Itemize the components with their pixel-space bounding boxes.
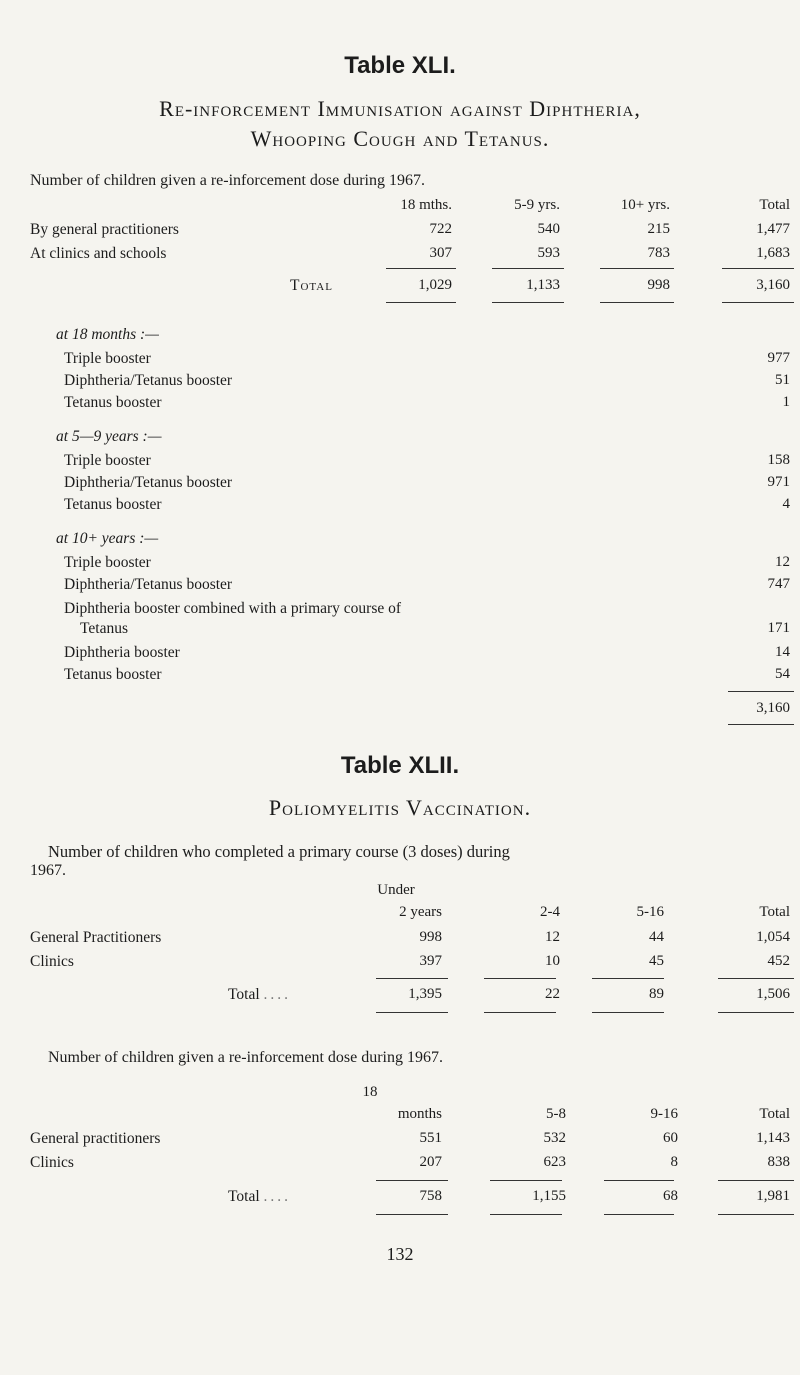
total-rule bbox=[600, 268, 674, 269]
group-heading: at 5—9 years :— bbox=[56, 428, 162, 445]
total-rule bbox=[718, 978, 794, 979]
table-cell: 1,054 bbox=[756, 929, 790, 945]
total-cell: 3,160 bbox=[756, 277, 790, 293]
reinforcement-intro: Number of children given a re-inforcement dose during 1967. bbox=[48, 1049, 443, 1066]
list-item-label: Diphtheria booster bbox=[64, 644, 180, 661]
col-header: 5-16 bbox=[636, 904, 664, 920]
table-cell: 397 bbox=[419, 953, 442, 969]
total-cell: 998 bbox=[647, 277, 670, 293]
list-item-value: 14 bbox=[775, 644, 790, 660]
total-rule bbox=[376, 978, 448, 979]
total-rule bbox=[728, 724, 794, 725]
list-item-label: Diphtheria/Tetanus booster bbox=[64, 474, 233, 491]
table-cell: 722 bbox=[429, 221, 452, 237]
list-item-value: 54 bbox=[775, 666, 790, 682]
list-item-value: 977 bbox=[767, 350, 790, 366]
table-cell: 1,683 bbox=[756, 245, 790, 261]
col-header: Total bbox=[759, 197, 790, 213]
total-rule bbox=[722, 302, 794, 303]
total-rule bbox=[604, 1214, 674, 1215]
list-item-label: Tetanus booster bbox=[64, 496, 162, 513]
table-cell: 1,477 bbox=[756, 221, 790, 237]
grand-total: 3,160 bbox=[756, 700, 790, 716]
total-rule bbox=[484, 1012, 556, 1013]
list-item-label: Triple booster bbox=[64, 350, 151, 367]
list-item-value: 4 bbox=[782, 496, 790, 512]
primary-intro-line2: 1967. bbox=[30, 862, 66, 879]
table-cell: 12 bbox=[545, 929, 560, 945]
table-42-title: Table XLII. bbox=[340, 752, 460, 779]
table-cell: 593 bbox=[537, 245, 560, 261]
group-heading: at 10+ years :— bbox=[56, 530, 159, 547]
table-row-label: Clinics bbox=[30, 953, 74, 970]
total-label: Total .... bbox=[228, 986, 292, 1003]
page-number: 132 bbox=[386, 1244, 414, 1264]
table-cell: 44 bbox=[649, 929, 664, 945]
list-item-value: 1 bbox=[782, 394, 790, 410]
col-header: Total bbox=[759, 1106, 790, 1122]
table-cell: 540 bbox=[537, 221, 560, 237]
total-rule bbox=[490, 1180, 562, 1181]
table-cell: 623 bbox=[543, 1154, 566, 1170]
list-item-label: Diphtheria/Tetanus booster bbox=[64, 576, 233, 593]
total-cell: 758 bbox=[419, 1188, 442, 1204]
list-item-value: 158 bbox=[767, 452, 790, 468]
total-rule bbox=[386, 302, 456, 303]
list-item-label: Tetanus booster bbox=[64, 666, 162, 683]
table-cell: 307 bbox=[429, 245, 452, 261]
col-header: 9-16 bbox=[650, 1106, 678, 1122]
total-rule bbox=[376, 1214, 448, 1215]
total-rule bbox=[718, 1214, 794, 1215]
table-cell: 783 bbox=[647, 245, 670, 261]
col-header: 5-9 yrs. bbox=[514, 197, 560, 213]
total-rule bbox=[600, 302, 674, 303]
total-cell: 22 bbox=[545, 986, 560, 1002]
table-41-heading-line1: Re-inforcement Immunisation against Diphtheria, bbox=[159, 96, 641, 121]
total-rule bbox=[376, 1012, 448, 1013]
list-item-label: Diphtheria booster combined with a primary course of bbox=[64, 600, 402, 617]
list-item-label: Triple booster bbox=[64, 554, 151, 571]
list-item-value: 12 bbox=[775, 554, 790, 570]
total-cell: 68 bbox=[663, 1188, 678, 1204]
total-rule bbox=[492, 268, 564, 269]
total-cell: 1,981 bbox=[756, 1188, 790, 1204]
total-rule bbox=[604, 1180, 674, 1181]
total-cell: 1,029 bbox=[418, 277, 452, 293]
total-rule bbox=[376, 1180, 448, 1181]
table-row-label: By general practitioners bbox=[30, 221, 179, 238]
total-rule bbox=[728, 691, 794, 692]
table-cell: 838 bbox=[767, 1154, 790, 1170]
table-41-intro: Number of children given a re-inforcement dose during 1967. bbox=[30, 172, 425, 189]
total-label: Total bbox=[290, 277, 333, 294]
table-cell: 10 bbox=[545, 953, 560, 969]
table-row-label: General practitioners bbox=[30, 1130, 161, 1147]
list-item-label: Diphtheria/Tetanus booster bbox=[64, 372, 233, 389]
table-cell: 45 bbox=[649, 953, 664, 969]
total-cell: 1,155 bbox=[532, 1188, 566, 1204]
list-item-label: Tetanus bbox=[80, 620, 128, 637]
list-item-label: Tetanus booster bbox=[64, 394, 162, 411]
table-41-title: Table XLI. bbox=[344, 52, 456, 79]
group-heading: at 18 months :— bbox=[56, 326, 159, 343]
total-rule bbox=[718, 1180, 794, 1181]
total-cell: 1,133 bbox=[526, 277, 560, 293]
total-rule bbox=[592, 1012, 664, 1013]
table-row-label: At clinics and schools bbox=[30, 245, 167, 262]
total-rule bbox=[386, 268, 456, 269]
table-cell: 215 bbox=[647, 221, 670, 237]
list-item-label: Triple booster bbox=[64, 452, 151, 469]
col-header: Total bbox=[759, 904, 790, 920]
col-header: 18 bbox=[362, 1084, 378, 1100]
col-header: 2 years bbox=[399, 904, 442, 920]
total-label: Total .... bbox=[228, 1188, 292, 1205]
list-item-value: 747 bbox=[767, 576, 790, 592]
col-header: Under bbox=[377, 882, 415, 898]
table-cell: 551 bbox=[419, 1130, 442, 1146]
table-cell: 207 bbox=[419, 1154, 442, 1170]
table-42-heading: Poliomyelitis Vaccination. bbox=[268, 795, 532, 820]
table-cell: 998 bbox=[419, 929, 442, 945]
table-row-label: General Practitioners bbox=[30, 929, 162, 946]
primary-intro-line1: Number of children who completed a primary course (3 doses) during bbox=[48, 842, 510, 861]
table-cell: 452 bbox=[767, 953, 790, 969]
total-cell: 1,506 bbox=[756, 986, 790, 1002]
table-row-label: Clinics bbox=[30, 1154, 74, 1171]
col-header: 2-4 bbox=[540, 904, 560, 920]
table-cell: 8 bbox=[670, 1154, 678, 1170]
total-rule bbox=[722, 268, 794, 269]
col-header: 10+ yrs. bbox=[620, 197, 670, 213]
total-cell: 89 bbox=[649, 986, 664, 1002]
list-item-value: 171 bbox=[767, 620, 790, 636]
total-rule bbox=[492, 302, 564, 303]
total-cell: 1,395 bbox=[408, 986, 442, 1002]
total-rule bbox=[718, 1012, 794, 1013]
col-header: 5-8 bbox=[546, 1106, 566, 1122]
list-item-value: 971 bbox=[767, 474, 790, 490]
total-rule bbox=[490, 1214, 562, 1215]
col-header: months bbox=[397, 1106, 442, 1122]
table-cell: 60 bbox=[663, 1130, 678, 1146]
total-rule bbox=[592, 978, 664, 979]
total-rule bbox=[484, 978, 556, 979]
list-item-value: 51 bbox=[775, 372, 790, 388]
col-header: 18 mths. bbox=[400, 197, 452, 213]
table-cell: 1,143 bbox=[756, 1130, 790, 1146]
table-41-heading-line2: Whooping Cough and Tetanus. bbox=[250, 126, 550, 151]
table-cell: 532 bbox=[543, 1130, 566, 1146]
